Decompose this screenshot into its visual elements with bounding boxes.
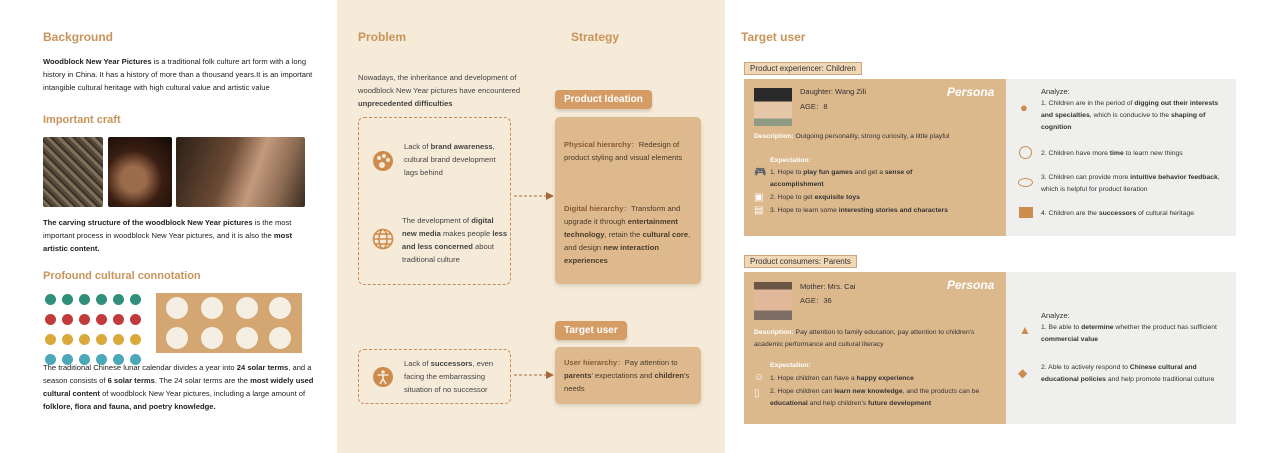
analyze-label-2: Analyze: [1041, 311, 1070, 320]
background-text: Woodblock New Year Pictures is a traditional folk culture art form with a long history in China. It has a history of more than a thousand years.It is an important intangible cultural heritage with high cultural value and artistic value [43, 57, 313, 92]
problem-intro: Nowadays, the inheritance and development of woodblock New Year pictures have encountered unprecedented difficulties [358, 73, 521, 108]
strategy-user: User hierarchy：Pay attention to parents' expectations and children's needs [564, 358, 690, 393]
eye-icon [1018, 178, 1033, 187]
child-description: Description: Outgoing personality, strong curiosity, a little playful [754, 133, 950, 140]
clock-icon [1019, 146, 1032, 159]
target-user-pill: Target user [555, 321, 627, 340]
product-ideation-pill: Product Ideation [555, 90, 652, 109]
parent-analyze-1: 1. Be able to determine whether the product has sufficient commercial value [1041, 324, 1217, 343]
arrow-connector-1 [513, 190, 555, 202]
background-section [0, 0, 337, 453]
persona-label-1: Persona [947, 85, 995, 99]
document-icon: ▯ [754, 388, 760, 399]
problem-2-text: The development of digital new media makes people less and less concerned about traditional culture [402, 216, 508, 264]
parent-age: AGE：36 [800, 296, 832, 305]
accessibility-icon [372, 366, 394, 393]
parent-name: Mother: Mrs. Cai [800, 282, 856, 291]
problem-strategy-section [337, 0, 725, 453]
tag-parents: Product consumers: Parents [744, 255, 857, 268]
background-title: Background [43, 30, 114, 44]
lightbulb-icon: ● [1020, 100, 1028, 115]
solar-terms-icons [42, 292, 146, 372]
child-analyze-1: 1. Children are in the period of digging out their interests and specialties, which is conducive to the shaping of cognition [1041, 100, 1219, 131]
tag-children: Product experiencer: Children [744, 62, 862, 75]
child-age: AGE：8 [800, 102, 828, 111]
problem-3-text: Lack of successors, even facing the embarrassing situation of no successor [404, 359, 494, 394]
gamepad-icon: 🎮 [754, 167, 767, 178]
child-expectation-2: 2. Hope to get exquisite toys [770, 194, 860, 201]
parent-expectation-1: 1. Hope children can have a happy experience [770, 375, 914, 382]
strategy-title: Strategy [571, 30, 620, 44]
child-name: Daughter: Wang Zili [800, 87, 867, 96]
craft-photo-hands [176, 137, 305, 207]
strategy-physical: Physical hierarchy：Redesign of product styling and visual elements [564, 140, 683, 162]
culture-text: The traditional Chinese lunar calendar divides a year into 24 solar terms, and a season consists of 6 solar terms. The 24 solar terms are the most widely used cultural content of woodblock New Year pictures, including a large amount of folklore, flora and fauna, and poetry knowledge. [43, 363, 314, 411]
analyze-label-1: Analyze: [1041, 87, 1070, 96]
problem-1-text: Lack of brand awareness, cultural brand development lags behind [404, 142, 496, 177]
child-expectation-3: 3. Hope to learn some interesting stories and characters [770, 207, 948, 214]
problem-title: Problem [358, 30, 407, 44]
parent-expectation-label: Expectation: [770, 362, 811, 369]
craft-text: The carving structure of the woodblock New Year pictures is the most important process in woodblock New Year pictures, and it is also the most artistic content. [43, 218, 293, 253]
chart-icon: ▲ [1019, 323, 1031, 337]
child-analyze-3: 3. Children can provide more intuitive behavior feedback, which is helpful for product iteration [1041, 174, 1220, 193]
globe-icon [372, 228, 394, 255]
strategy-digital: Digital hierarchy：Transform and upgrade it through entertainment technology, retain the cultural core, and design new interaction experiences [564, 204, 691, 265]
arrow-connector-2 [513, 369, 555, 381]
book-icon: ▤ [754, 205, 764, 216]
target-user-title: Target user [741, 30, 806, 44]
avatar-child [754, 88, 792, 126]
craft-photo-woodblock [43, 137, 103, 207]
graduation-cap-icon: ◆ [1018, 366, 1028, 380]
child-expectation-1: 1. Hope to play fun games and get a sense of accomplishment [770, 169, 913, 188]
child-analyze-4: 4. Children are the successors of cultural heritage [1041, 210, 1195, 217]
parent-expectation-2: 2. Hope children can learn new knowledge, and the products can be educational and help children's future development [770, 388, 980, 407]
solar-terms-illustrations [156, 293, 302, 353]
culture-title: Profound cultural connotation [43, 270, 201, 282]
parent-analyze-2: 2. Able to actively respond to Chinese cultural and educational policies and help promote traditional culture [1041, 364, 1215, 383]
craft-title: Important craft [43, 114, 121, 126]
avatar-parent [754, 282, 792, 320]
analyze-panel-parents [1006, 272, 1236, 424]
palette-icon [372, 150, 394, 177]
target-user-section [725, 0, 1280, 453]
building-icon [1019, 207, 1033, 218]
smile-icon: ☺ [754, 372, 765, 383]
craft-photo-carving [108, 137, 172, 207]
child-analyze-2: 2. Children have more time to learn new things [1041, 150, 1183, 157]
parent-description: Description: Pay attention to family education, pay attention to children's academic performance and cultural literacy [754, 329, 975, 348]
toy-icon: ▣ [754, 192, 764, 203]
persona-label-2: Persona [947, 278, 995, 292]
child-expectation-label: Expectation: [770, 157, 811, 164]
